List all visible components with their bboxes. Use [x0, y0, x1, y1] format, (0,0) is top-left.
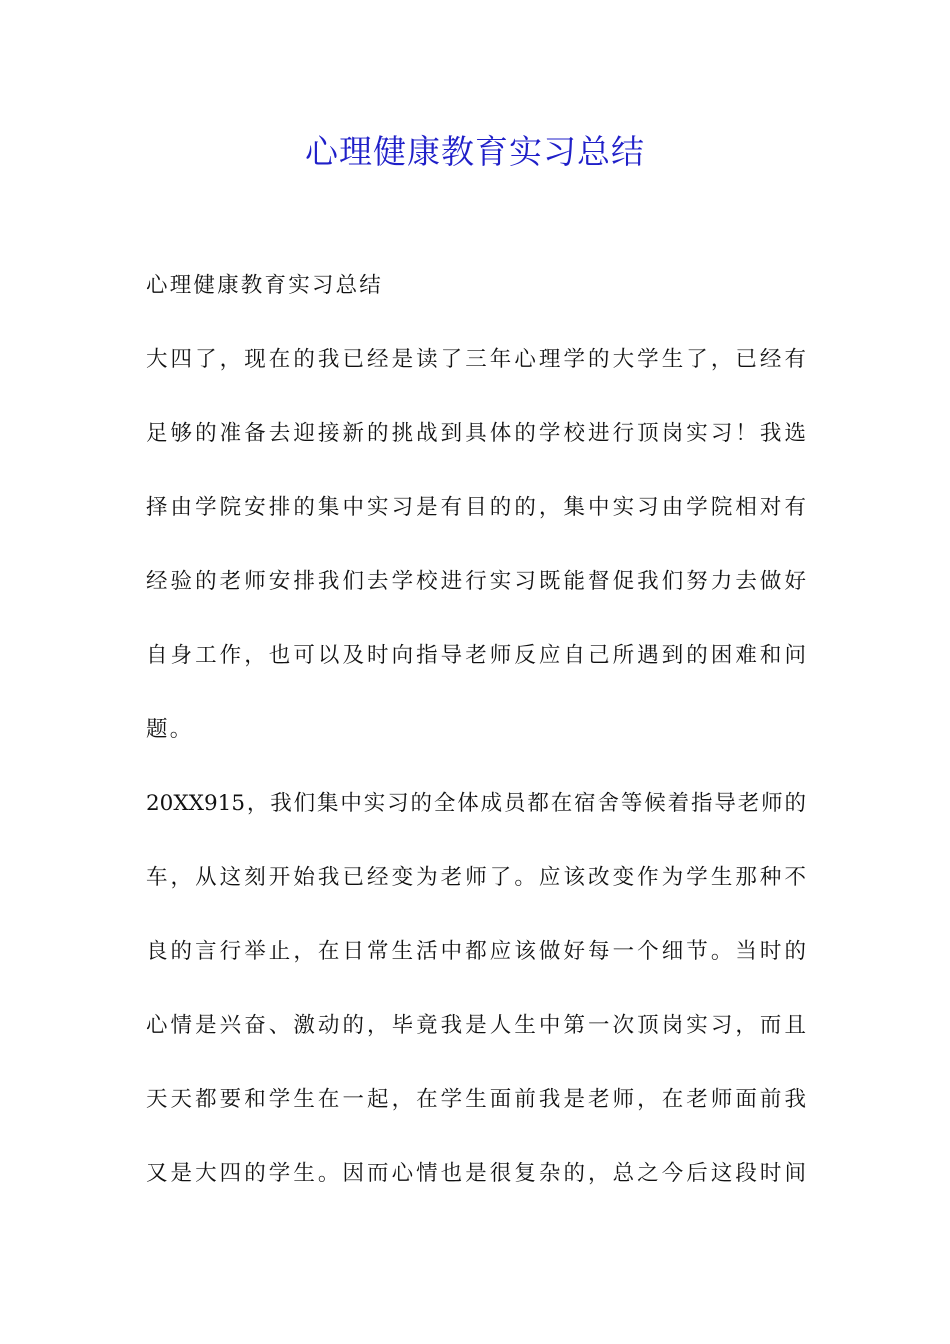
text-line: 心情是兴奋、激动的，毕竟我是人生中第一次顶岗实习，而且	[146, 1013, 806, 1038]
paragraph-heading: 心理健康教育实习总结	[146, 273, 384, 298]
text-line: 天天都要和学生在一起，在学生面前我是老师，在老师面前我	[146, 1087, 806, 1112]
text-line: 题。	[146, 717, 194, 742]
document-body	[146, 263, 806, 1225]
text-line: 良的言行举止，在日常生活中都应该做好每一个细节。当时的	[146, 939, 806, 964]
text-line: 足够的准备去迎接新的挑战到具体的学校进行顶岗实习！我选	[146, 421, 806, 446]
text-line: 经验的老师安排我们去学校进行实习既能督促我们努力去做好	[146, 569, 806, 594]
text-line: 20XX915，我们集中实习的全体成员都在宿舍等候着指导老师的	[146, 791, 806, 816]
text-line: 车，从这刻开始我已经变为老师了。应该改变作为学生那种不	[146, 865, 806, 890]
text-line: 择由学院安排的集中实习是有目的的，集中实习由学院相对有	[146, 495, 806, 520]
text-line: 大四了，现在的我已经是读了三年心理学的大学生了，已经有	[146, 347, 806, 372]
document-title: 心理健康教育实习总结	[305, 132, 645, 171]
text-line: 自身工作，也可以及时向指导老师反应自己所遇到的困难和问	[146, 643, 806, 668]
text-line: 又是大四的学生。因而心情也是很复杂的，总之今后这段时间	[146, 1161, 806, 1186]
